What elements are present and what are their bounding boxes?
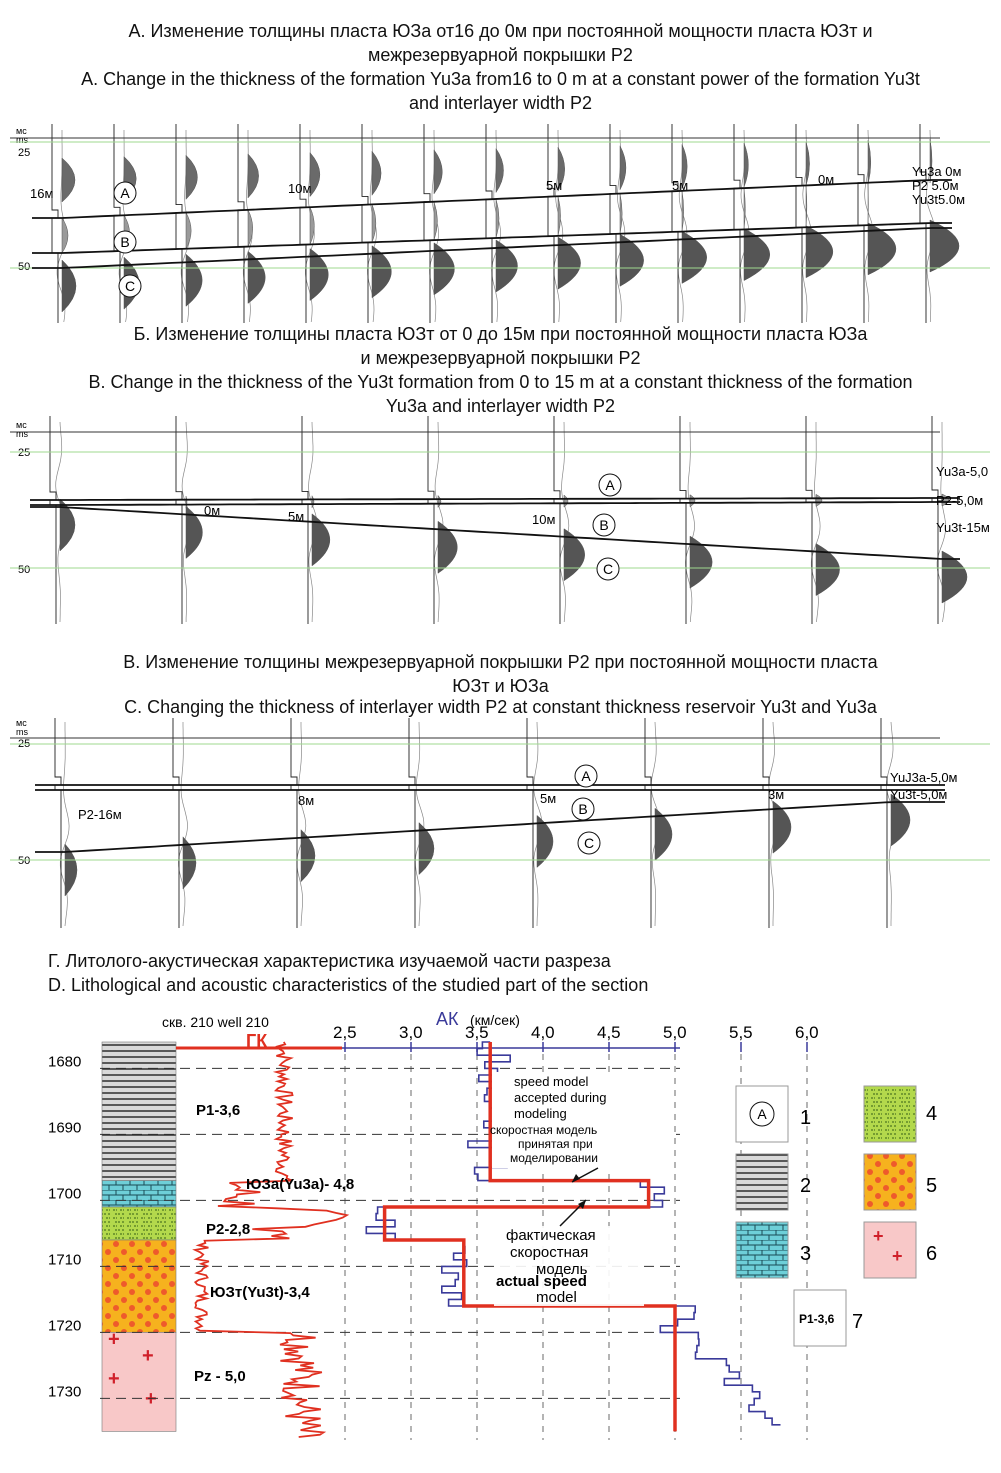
svg-text:model: model [536, 1289, 577, 1306]
impedance-step [610, 124, 616, 323]
side-label: Yu3t-5,0м [890, 787, 948, 802]
svg-text:C: C [583, 835, 595, 851]
wavelet-lobe [620, 194, 622, 234]
panel-a-title-en-1: A. Change in the thickness of the formation Yu3a from16 to 0 m at a constant power of the formation Yu3t [81, 69, 920, 89]
svg-text:7: 7 [852, 1311, 864, 1333]
wavelet-lobe [496, 149, 504, 193]
thickness-label: P2-16м [78, 807, 122, 822]
wavelet-lobe [438, 495, 441, 507]
lith-shale [102, 1042, 176, 1181]
lith-limestone [102, 1181, 176, 1207]
impedance-step [173, 718, 179, 928]
thickness-label: 0м [818, 172, 835, 187]
axis-unit-en: ms [16, 429, 28, 439]
lith-sandstone [102, 1240, 176, 1332]
layer-marker-a [599, 474, 621, 496]
impedance-step [548, 124, 554, 323]
basement-mark: + [108, 1368, 120, 1391]
seismic-panel-b [0, 412, 1001, 632]
tick-50: 50 [18, 564, 31, 576]
tick-25: 25 [18, 738, 31, 750]
legend-item-2 [736, 1154, 811, 1210]
legend-item-7 [794, 1290, 863, 1346]
speed-tick-label: 4,0 [531, 1023, 555, 1042]
thickness-label: 5м [288, 509, 305, 524]
horizon-lines [10, 738, 990, 860]
panel-c-title-en-1: C. Changing the thickness of interlayer width P2 at constant thickness reservoir Yu3t and Yu3a [124, 697, 877, 717]
speed-tick-label: 6,0 [795, 1023, 819, 1042]
wavelet-lobe [620, 146, 626, 190]
thickness-label: 10м [288, 181, 312, 196]
speed-tick-label: 3,0 [399, 1023, 423, 1042]
wavelet-lobe [682, 191, 684, 232]
side-label: YuJ3a-5,0м [890, 770, 958, 785]
axis-unit-ru: мс [16, 126, 27, 136]
wavelet-lobe [868, 140, 871, 184]
tick-25: 25 [18, 147, 31, 159]
wavelet-lobe [372, 204, 376, 242]
wavelet-traces [55, 718, 910, 928]
layer-label: ЮЗа(Yu3a)- 4,8 [246, 1176, 355, 1193]
side-label: Yu3a 0м [912, 164, 962, 179]
impedance-step [424, 124, 430, 323]
side-label: Yu3a-5,0 [936, 464, 989, 479]
impedance-step [486, 124, 492, 323]
layer-label: ЮЗт(Yu3t)-3,4 [210, 1284, 310, 1301]
wavelet-lobe [62, 158, 75, 202]
impedance-step [52, 124, 58, 323]
svg-text:A: A [605, 477, 615, 493]
panel-a-title-ru-1: А. Изменение толщины пласта ЮЗа от16 до 0м при постоянной мощности пласта ЮЗт и [128, 21, 873, 41]
wiggle-trace [297, 722, 306, 926]
svg-text:B: B [599, 517, 609, 533]
basement-mark: + [108, 1328, 120, 1351]
wavelet-lobe [434, 150, 442, 194]
speed-tick-label: 3,5 [465, 1023, 489, 1042]
impedance-step [291, 718, 297, 928]
thickness-label: 0м [204, 503, 221, 518]
depth-tick-label: 1730 [48, 1383, 82, 1401]
panel-b-title-en-2: Yu3a and interlayer width P2 [385, 396, 616, 416]
impedance-step [858, 124, 864, 323]
wavelet-lobe [62, 218, 68, 253]
wavelet-lobe [806, 185, 807, 227]
wavelet-lobe [806, 142, 810, 186]
wavelet-lobe [186, 213, 191, 249]
wavelet-lobe [744, 188, 745, 229]
lith-siltstone [102, 1207, 176, 1240]
depth-tick-label: 1690 [48, 1119, 82, 1137]
wavelet-lobe [496, 199, 499, 238]
impedance-step [362, 124, 368, 323]
tick-50: 50 [18, 261, 31, 273]
side-label: P2-5,0м [936, 493, 984, 508]
panel-d-title-ru: Г. Литолого-акустическая характеристика изучаемой части разреза [48, 951, 611, 971]
layer-marker-a [575, 765, 597, 787]
basement-mark: + [145, 1388, 157, 1410]
legend-item-3 [736, 1222, 811, 1278]
panel-a-title-en-2: and interlayer width P2 [408, 93, 593, 113]
layer-marker-b [593, 514, 615, 536]
thickness-label: 8м [298, 793, 315, 808]
tick-25: 25 [18, 447, 31, 459]
layer-label: Pz - 5,0 [194, 1368, 246, 1385]
impedance-step [114, 124, 120, 323]
impedance-step [680, 416, 686, 624]
wiggle-trace [179, 722, 188, 926]
axis-unit-ru: мс [16, 420, 27, 430]
impedance-step [763, 718, 769, 928]
model-note [490, 1072, 672, 1182]
impedance-step [300, 124, 306, 323]
wavelet-traces [52, 124, 962, 323]
svg-text:5: 5 [926, 1175, 938, 1197]
impedance-step [428, 416, 434, 624]
lithology-column [102, 1042, 176, 1431]
svg-text:фактическая: фактическая [506, 1227, 596, 1244]
basement-mark: + [142, 1345, 154, 1368]
depth-tick-label: 1680 [48, 1053, 82, 1071]
svg-text:принятая при: принятая при [518, 1137, 593, 1151]
thickness-label: 16м [30, 186, 54, 201]
legend-item-6 [864, 1222, 937, 1278]
legend-item-1 [736, 1086, 811, 1142]
axis-unit-en: ms [16, 135, 28, 145]
horizon-c [35, 802, 945, 852]
impedance-step [238, 124, 244, 323]
legend-item-5 [864, 1154, 937, 1210]
wavelet-lobe [248, 210, 253, 247]
svg-text:модель: модель [536, 1261, 588, 1278]
log-curves [195, 1042, 780, 1437]
impedance-step [806, 416, 812, 624]
ak-label: АК [436, 1009, 459, 1029]
svg-text:B: B [120, 234, 130, 250]
thickness-label: 5м [540, 791, 557, 806]
thickness-label: 5м [546, 178, 563, 193]
svg-text:C: C [124, 278, 136, 294]
wavelet-lobe [558, 196, 561, 236]
impedance-step [50, 416, 56, 624]
wavelet-lobe [434, 202, 437, 240]
wavelet-lobe [310, 153, 320, 197]
thickness-label: 5м [672, 178, 689, 193]
svg-text:4: 4 [926, 1103, 938, 1125]
tick-50: 50 [18, 855, 31, 867]
horizon-c [30, 507, 960, 559]
depth-tick-label: 1700 [48, 1185, 82, 1203]
svg-text:2: 2 [800, 1175, 812, 1197]
impedance-step [645, 718, 651, 928]
wavelet-lobe [690, 495, 695, 507]
panel-c-title-ru-2: ЮЗт и ЮЗа [452, 676, 549, 696]
panel-b-title-ru-2: и межрезервуарной покрышки Р2 [360, 348, 641, 368]
impedance-step [734, 124, 740, 323]
svg-text:моделировании: моделировании [510, 1151, 598, 1165]
svg-text:modeling: modeling [514, 1106, 567, 1121]
side-label: P2 5.0м [912, 178, 959, 193]
impedance-step [881, 718, 887, 928]
svg-text:6: 6 [926, 1243, 938, 1265]
svg-text:A: A [120, 185, 130, 201]
panel-b-title-ru-1: Б. Изменение толщины пласта ЮЗт от 0 до 15м при постоянной мощности пласта ЮЗа [133, 324, 868, 344]
panel-b-title-en-1: B. Change in the thickness of the Yu3t formation from 0 to 15 m at a constant thickness of the formation [88, 372, 913, 392]
thickness-label: 3м [768, 787, 785, 802]
well-label: скв. 210 well 210 [162, 1014, 269, 1030]
gk-label: ГК [246, 1031, 268, 1051]
wavelet-lobe [186, 155, 197, 199]
wavelet-lobe [744, 143, 748, 187]
horizon-a [32, 180, 952, 218]
layer-marker-c [578, 832, 600, 854]
layer-marker-c [119, 275, 141, 297]
axis-unit-en: ms [16, 727, 28, 737]
wavelet-lobe [248, 154, 259, 198]
svg-text:+: + [873, 1226, 884, 1246]
axis-unit-ru: мс [16, 718, 27, 728]
speed-tick-label: 4,5 [597, 1023, 621, 1042]
wavelet-lobe [312, 496, 314, 508]
layer-marker-a [114, 182, 136, 204]
wiggle-trace [60, 722, 69, 926]
layer-marker-b [572, 798, 594, 820]
seismic-panel-c [0, 718, 1001, 933]
svg-text:+: + [892, 1246, 903, 1266]
ak-unit: (км/сек) [470, 1012, 520, 1028]
svg-text:P1-3,6: P1-3,6 [799, 1312, 835, 1326]
thickness-label: 10м [532, 512, 556, 527]
depth-tick-label: 1710 [48, 1251, 82, 1269]
wavelet-lobe [372, 151, 381, 195]
svg-text:actual speed: actual speed [496, 1273, 587, 1290]
wavelet-lobe [816, 494, 822, 506]
impedance-step [55, 718, 61, 928]
wavelet-traces [50, 416, 967, 624]
svg-text:A: A [581, 768, 591, 784]
speed-tick-label: 2,5 [333, 1023, 357, 1042]
speed-tick-label: 5,5 [729, 1023, 753, 1042]
svg-text:скоростная модель: скоростная модель [490, 1123, 598, 1137]
impedance-step [409, 718, 415, 928]
speed-tick-label: 5,0 [663, 1023, 687, 1042]
panel-d-title-en: D. Lithological and acoustic characteristics of the studied part of the section [48, 975, 649, 995]
impedance-step [672, 124, 678, 323]
actual-note [494, 1200, 644, 1306]
svg-text:1: 1 [800, 1107, 812, 1129]
svg-text:скоростная: скоростная [510, 1244, 589, 1261]
impedance-step [796, 124, 802, 323]
impedance-step [176, 416, 182, 624]
layer-labels [194, 1102, 354, 1385]
impedance-step [176, 124, 182, 323]
side-label: Yu3t5.0м [912, 192, 966, 207]
svg-text:B: B [578, 801, 588, 817]
svg-text:3: 3 [800, 1243, 812, 1265]
svg-text:C: C [602, 561, 614, 577]
horizon-lines [10, 432, 990, 568]
svg-text:accepted during: accepted during [514, 1090, 607, 1105]
side-label: Yu3t-15м [936, 520, 990, 535]
layer-label: P1-3,6 [196, 1102, 241, 1119]
panel-a-title-ru-2: межрезервуарной покрышки Р2 [368, 45, 633, 65]
wavelet-lobe [564, 495, 568, 507]
layer-marker-c [597, 558, 619, 580]
svg-text:A: A [757, 1106, 767, 1122]
panel-c-title-ru-1: В. Изменение толщины межрезервуарной покрышки Р2 при постоянной мощности пласта [123, 652, 878, 672]
svg-text:speed model: speed model [514, 1074, 589, 1089]
layer-marker-b [114, 231, 136, 253]
depth-tick-label: 1720 [48, 1317, 82, 1335]
legend-item-4 [864, 1086, 937, 1142]
legend [730, 1080, 990, 1370]
seismic-panel-a [0, 118, 1001, 328]
layer-label: P2-2,8 [206, 1221, 251, 1238]
